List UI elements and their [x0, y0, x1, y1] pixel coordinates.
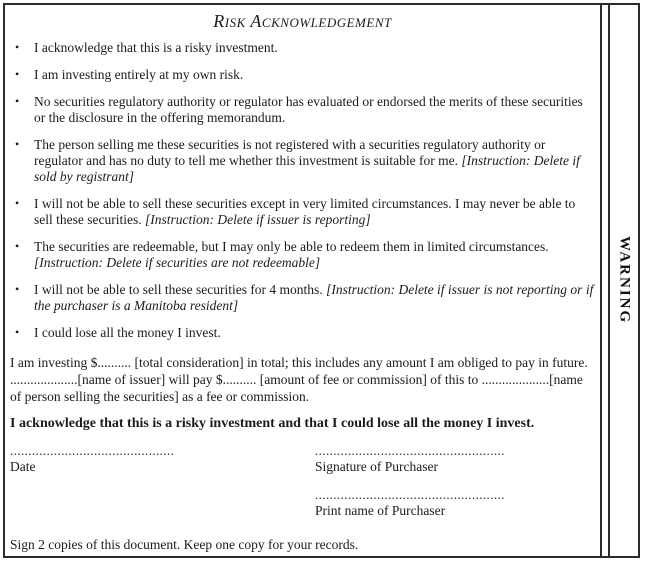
bullet-text: No securities regulatory authority or regulator has evaluated or endorsed the merits of these securities or the disclosure in the offering memorandum. [34, 94, 583, 125]
bullet-icon: • [15, 196, 20, 210]
bullet-icon: • [15, 325, 20, 339]
signature-dotted-line: .................................................... [315, 444, 505, 458]
bullet-text: I will not be able to sell these securities except in very limited circumstances. I may never be able to sell these securities. [34, 196, 576, 227]
bullet-icon: • [15, 40, 20, 54]
risk-acknowledgement-form [3, 3, 640, 558]
date-dotted-line: ............................................. [10, 444, 175, 458]
bullet-item [10, 137, 595, 185]
purchaser-block [315, 444, 595, 519]
bullet-item [10, 67, 595, 83]
bullet-text: I acknowledge that this is a risky investment. [34, 40, 278, 55]
signature-section [10, 444, 595, 519]
bullet-instruction: [Instruction: Delete if securities are not redeemable] [34, 255, 321, 270]
warning-label: WARNING [616, 236, 633, 325]
bullet-instruction: [Instruction: Delete if issuer is reporting] [144, 212, 371, 227]
bullet-item [10, 239, 595, 271]
bold-risk-statement: I acknowledge that this is a risky investment and that I could lose all the money I invest. [10, 416, 535, 431]
print-name-label: Print name of Purchaser [315, 503, 446, 518]
bullet-instruction: [Instruction: Delete if sold by registrant] [34, 153, 580, 184]
column-divider [602, 5, 610, 556]
date-label: Date [10, 459, 36, 474]
signature-label: Signature of Purchaser [315, 459, 438, 474]
bullet-text: The securities are redeemable, but I may only be able to redeem them in limited circumstances. [34, 239, 549, 254]
bullet-icon: • [15, 137, 20, 151]
bullet-text: The person selling me these securities is not registered with a securities regulatory authority or regulator and has no duty to tell me whether this investment is suitable for me. [34, 137, 546, 168]
bullet-icon: • [15, 94, 20, 108]
footer-instruction: Sign 2 copies of this document. Keep one copy for your records. [10, 537, 359, 552]
bullet-item [10, 282, 595, 314]
bullet-icon: • [15, 239, 20, 253]
bullet-item [10, 40, 595, 56]
bullet-icon: • [15, 67, 20, 81]
form-title: Risk Acknowledgement [213, 11, 392, 31]
bullet-item [10, 94, 595, 126]
warning-sidebar [610, 5, 638, 556]
bullet-icon: • [15, 282, 20, 296]
bullet-item [10, 196, 595, 228]
bullet-text: I will not be able to sell these securities for 4 months. [34, 282, 327, 297]
date-block [10, 444, 315, 519]
bullet-text: I am investing entirely at my own risk. [34, 67, 244, 82]
print-name-dotted-line: .................................................... [315, 488, 505, 502]
signature-spacer [315, 475, 595, 488]
bullet-list [10, 40, 595, 352]
form-main-column [5, 5, 602, 556]
bullet-text: I could lose all the money I invest. [34, 325, 221, 340]
bullet-instruction: [Instruction: Delete if issuer is not reporting or if the purchaser is a Manitoba resident] [34, 282, 594, 313]
investment-amount-paragraph: I am investing $.......... [total consideration] in total; this includes any amount I am obliged to pay in future. ....................[name of issuer] will pay $.......... [amount of fee or commission] of this to ....................[name of person selling the securities] as a fee or commission. [10, 355, 588, 404]
bullet-item [10, 325, 595, 341]
